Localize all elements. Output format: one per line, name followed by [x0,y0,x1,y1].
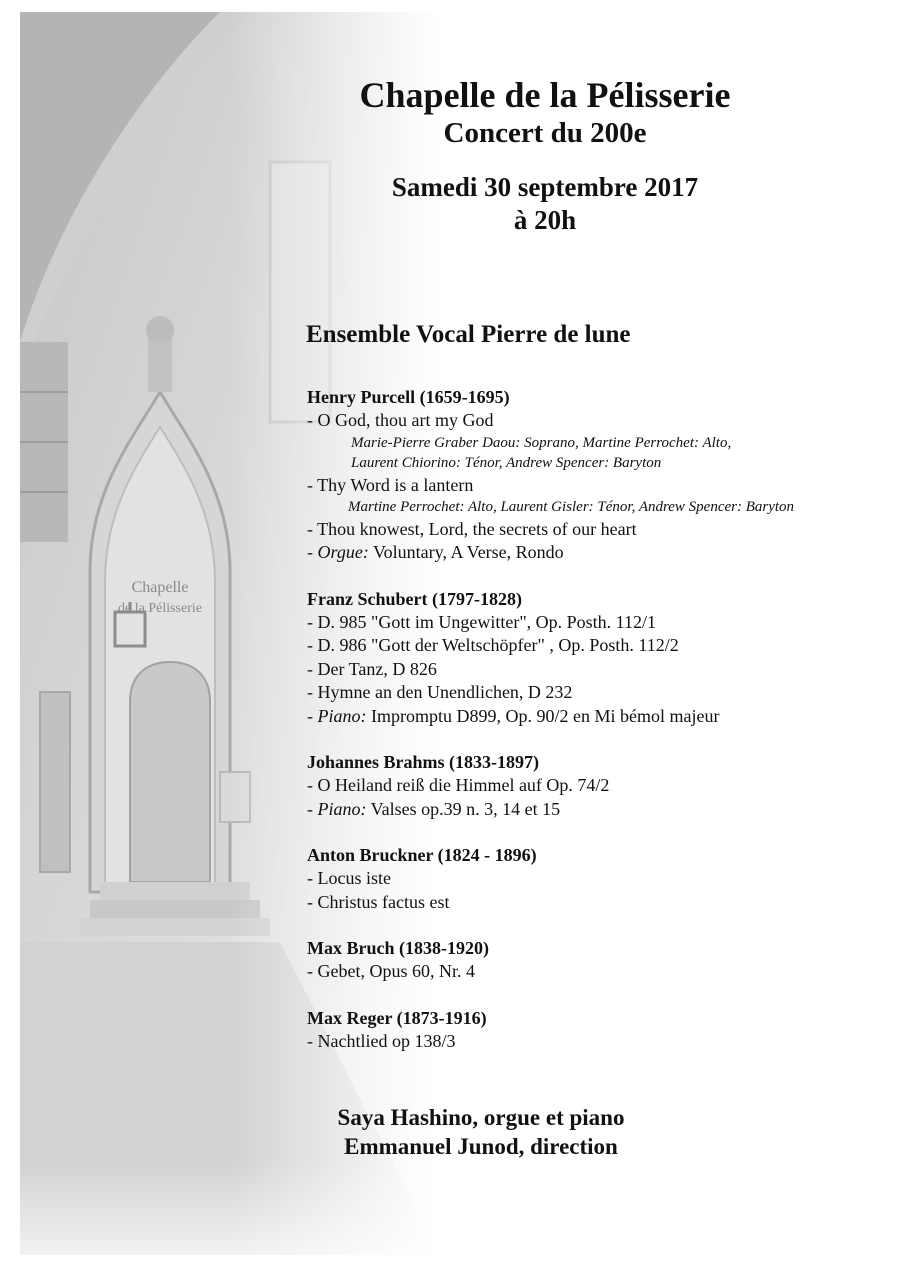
program-section-reger [307,1007,887,1054]
composer-heading: Anton Bruckner (1824 - 1896) [307,845,537,865]
piece: - D. 986 "Gott der Weltschöpfer" , Op. Posth. 112/2 [307,635,679,655]
program-section-purcell [307,386,887,565]
piece [307,798,887,822]
piece-prefix: - [307,798,318,819]
piece: - Christus factus est [307,891,450,912]
piece-title: Valses op.39 n. 3, 14 et 15 [366,798,561,819]
piece: - Hymne an den Unendlichen, D 232 [307,682,573,702]
piece-prefix: - [307,705,318,726]
piece: - Thou knowest, Lord, the secrets of our heart [307,518,637,539]
piece-prefix: - [307,542,318,562]
sign-line-2: de la Pélisserie [118,601,202,616]
piece: - Der Tanz, D 826 [307,658,437,679]
piece: - O Heiland reiß die Himmel auf Op. 74/2 [307,775,610,795]
venue-title: Chapelle de la Pélisserie [359,75,731,115]
concert-title: Concert du 200e [443,117,647,149]
piece [307,705,887,729]
performers: Martine Perrochet: Alto, Laurent Gisler: Ténor, Andrew Spencer: Baryton [348,499,795,515]
credit-direction: Emmanuel Junod, direction [344,1134,618,1159]
program-section-brahms [307,751,887,821]
concert-time: à 20h [513,205,577,235]
piece-title: Voluntary, A Verse, Rondo [368,542,564,562]
program-section-bruckner [307,844,887,914]
composer-heading: Max Reger (1873-1916) [307,1007,487,1028]
program [307,386,887,1076]
sign-line-1: Chapelle [131,579,189,596]
performers: Laurent Chiorino: Ténor, Andrew Spencer: Baryton [351,455,662,471]
piece: - Nachtlied op 138/3 [307,1030,456,1051]
instrument-label: Piano: [317,798,367,819]
program-section-schubert [307,588,887,729]
composer-heading: Franz Schubert (1797-1828) [307,588,522,609]
ensemble-name: Ensemble Vocal Pierre de lune [306,321,631,348]
piece: - D. 985 "Gott im Ungewitter", Op. Posth. 112/1 [307,611,657,632]
instrument-label: Orgue: [317,542,369,562]
piece: - Gebet, Opus 60, Nr. 4 [307,961,475,981]
concert-date: Samedi 30 septembre 2017 [391,172,699,202]
composer-heading: Johannes Brahms (1833-1897) [307,752,540,772]
instrument-label: Piano: [317,705,367,726]
composer-heading: Henry Purcell (1659-1695) [307,387,510,407]
piece-title: Impromptu D899, Op. 90/2 en Mi bémol majeur [366,705,720,726]
program-section-bruch [307,937,887,984]
composer-heading: Max Bruch (1838-1920) [307,938,489,958]
credit-organ-piano: Saya Hashino, orgue et piano [337,1105,625,1130]
piece: - Thy Word is a lantern [307,474,474,495]
performers: Marie-Pierre Graber Daou: Soprano, Martine Perrochet: Alto, [351,434,732,451]
piece: - Locus iste [307,868,391,888]
piece [307,541,887,565]
piece: - O God, thou art my God [307,410,494,430]
